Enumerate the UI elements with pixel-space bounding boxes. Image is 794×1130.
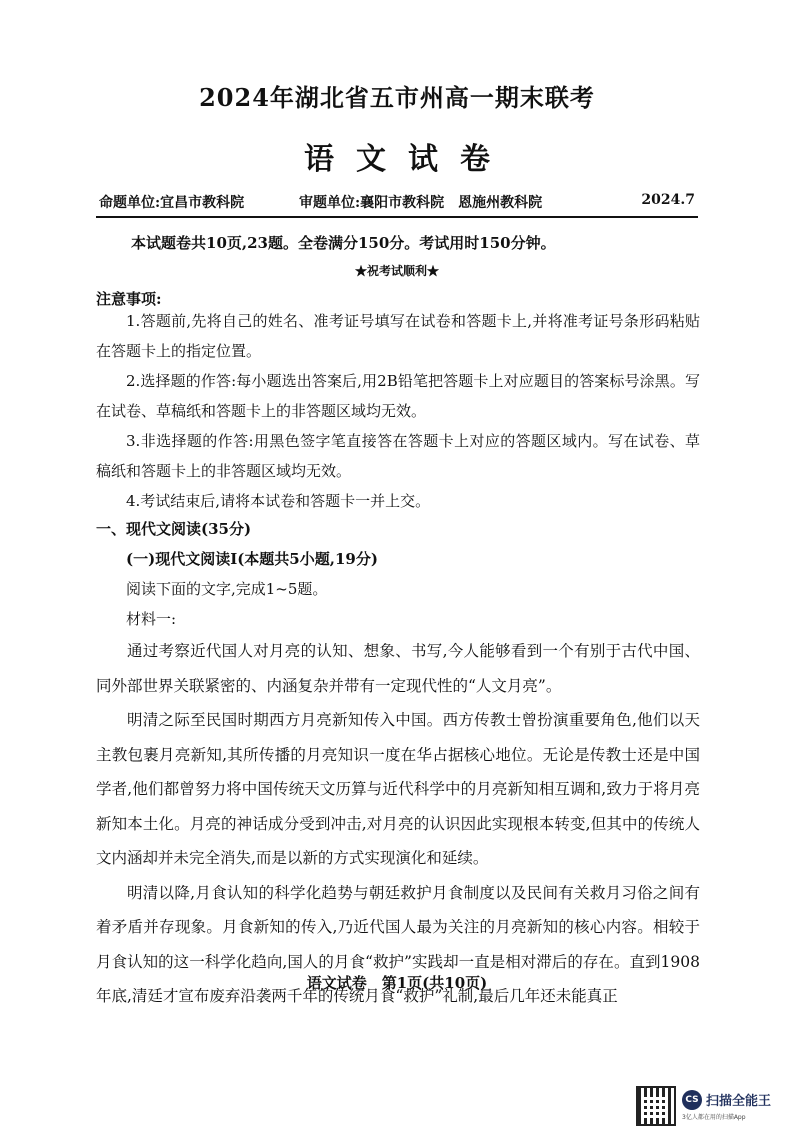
- scanner-watermark: [638, 1096, 788, 1130]
- header-divider: [96, 216, 698, 218]
- scanner-name: 扫描全能王: [706, 1094, 772, 1109]
- exam-info: 本试题卷共10页,23题。全卷满分150分。考试用时150分钟。: [131, 234, 556, 252]
- exam-subject-title: 语文试卷: [304, 142, 512, 177]
- exam-date: 2024.7: [641, 192, 695, 208]
- material-paragraph: 明清以降,月食认知的科学化趋势与朝廷救护月食制度以及民间有关救月习俗之间有着矛盾并存现象。月食新知的传入,乃近代国人最为关注的月亮新知的核心内容。相较于月食认知的这一科学化趋向,国人的月食“救护”实践却一直是相对滞后的存在。直到1908年底,清廷才宣布废弃沿袭两千年的传统月食“救护”礼制,最后几年还未能真正: [96, 883, 700, 1005]
- subsection-heading: (一)现代文阅读I(本题共5小题,19分): [126, 550, 378, 568]
- reading-instruction: 阅读下面的文字,完成1~5题。: [126, 580, 328, 598]
- meta-row: [99, 192, 695, 212]
- material-paragraph: 明清之际至民国时期西方月亮新知传入中国。西方传教士曾扮演重要角色,他们以天主教包裹月亮新知,其所传播的月亮知识一度在华占据核心地位。无论是传教士还是中国学者,他们都曾努力将中国传统天文历算与近代科学中的月亮新知相互调和,致力于将月亮新知本土化。月亮的神话成分受到冲击,对月亮的认识因此实现根本转变,但其中的传统人文内涵却并未完全消失,而是以新的方式实现演化和延续。: [96, 711, 700, 867]
- notes-heading: 注意事项:: [96, 290, 162, 308]
- setter-unit: 命题单位:宜昌市教科院: [99, 195, 245, 211]
- exam-title: 2024年湖北省五市州高一期末联考: [199, 83, 595, 112]
- scanner-tagline: 3亿人都在用的扫描App: [682, 1114, 746, 1121]
- reviewer-unit: 审题单位:襄阳市教科院 恩施州教科院: [299, 195, 543, 211]
- note-item: 1.答题前,先将自己的姓名、准考证号填写在试卷和答题卡上,并将准考证号条形码粘贴在答题卡上的指定位置。: [96, 312, 700, 360]
- page-footer: 语文试卷 第1页(共10页): [306, 974, 488, 992]
- material-paragraph: 通过考察近代国人对月亮的认知、想象、书写,今人能够看到一个有别于古代中国、同外部世界关联紧密的、内涵复杂并带有一定现代性的“人文月亮”。: [96, 642, 700, 695]
- notes-list: [96, 306, 700, 516]
- scanner-logo-icon: CS: [682, 1090, 702, 1110]
- good-luck-wish: ★祝考试顺利★: [354, 264, 439, 278]
- material-label: 材料一:: [126, 610, 177, 628]
- section-heading: 一、现代文阅读(35分): [96, 520, 252, 538]
- note-item: 2.选择题的作答:每小题选出答案后,用2B铅笔把答题卡上对应题目的答案标号涂黑。写在试卷、草稿纸和答题卡上的非答题区域均无效。: [96, 372, 700, 420]
- note-item: 4.考试结束后,请将本试卷和答题卡一并上交。: [126, 492, 431, 510]
- note-item: 3.非选择题的作答:用黑色签字笔直接答在答题卡上对应的答题区域内。写在试卷、草稿纸和答题卡上的非答题区域均无效。: [96, 432, 700, 480]
- qr-code-icon: [638, 1088, 674, 1124]
- material-text: [96, 634, 700, 1014]
